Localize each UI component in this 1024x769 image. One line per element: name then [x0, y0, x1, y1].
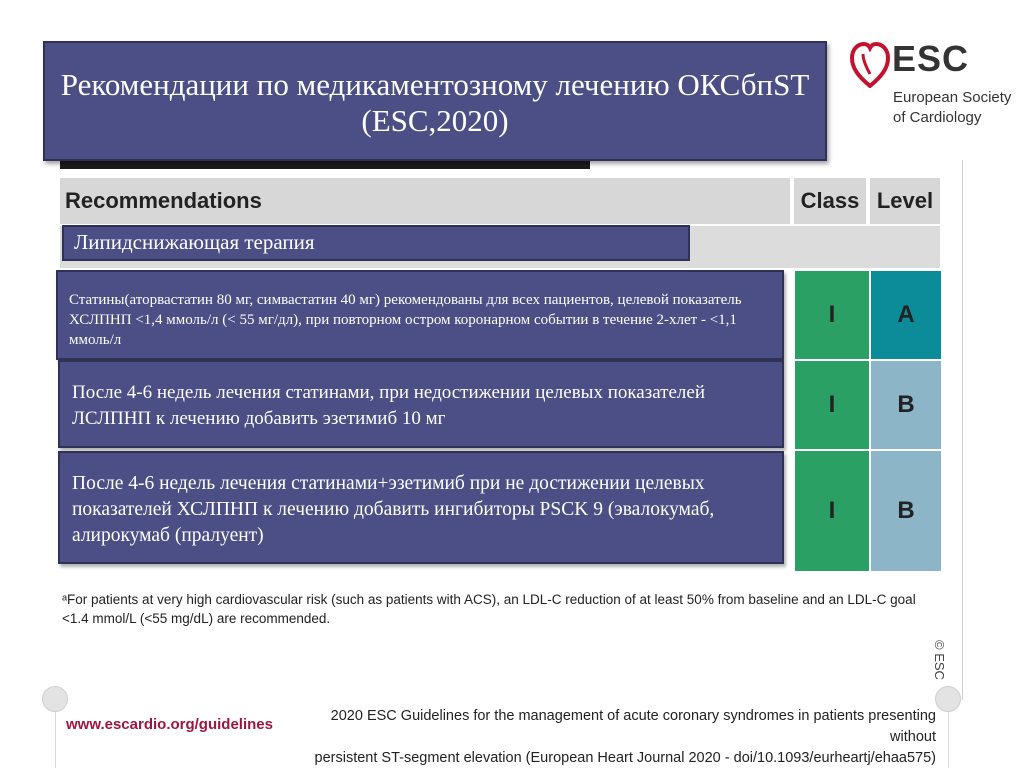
recommendation-row-2-text: После 4-6 недель лечения статинами, при недостижении целевых показателей ЛСЛПНП к лечению добавить эзетимиб 10 мг — [58, 360, 784, 448]
row-2-level: B — [870, 360, 942, 450]
row-2-class: I — [794, 360, 870, 450]
section-title: Липидснижающая терапия — [62, 225, 690, 261]
recommendation-row-3-text: После 4-6 недель лечения статинами+эзетимиб при не достижении целевых показателей ХСЛПНП к лечению добавить ингибиторы PSCK 9 (эвалокумаб, алирокумаб (пралуент) — [58, 451, 784, 564]
footer-citation — [300, 706, 936, 769]
slide-title: Рекомендации по медикаментозному лечению ОКСбпST (ESC,2020) — [43, 41, 827, 161]
footer-citation-line-1: 2020 ESC Guidelines for the management of acute coronary syndromes in patients presenting without — [330, 708, 936, 745]
footnote: ᵃFor patients at very high cardiovascular risk (such as patients with ACS), an LDL-C reduction of at least 50% from baseline and an LDL-C goal <1.4 mmol/L (<55 mg/dL) are recommended. — [62, 592, 916, 626]
right-vertical-rule — [962, 160, 963, 700]
footer-citation-line-2: persistent ST-segment elevation (European Heart Journal 2020 - doi/10.1093/eurheartj/ehaa575) — [314, 750, 936, 766]
row-1-level: A — [870, 270, 942, 360]
header-level — [870, 178, 940, 224]
header-level-label: Level — [876, 188, 934, 213]
logo-line-1: European Society — [893, 89, 1012, 106]
row-1-class: I — [794, 270, 870, 360]
row-3-level: B — [870, 450, 942, 572]
row-3-class: I — [794, 450, 870, 572]
header-class-label: Class — [800, 188, 860, 213]
logo-line-2: of Cardiology — [893, 109, 982, 126]
recommendation-row-1-text: Статины(аторвастатин 80 мг, симвастатин 40 мг) рекомендованы для всех пациентов, целевой показатель ХСЛПНП <1,4 ммоль/л (< 55 мг/дл), при повторном остром коронарном событии в течение 2-хлет - <1,1 ммоль/л — [56, 270, 784, 360]
header-class — [794, 178, 866, 224]
copyright: © ESC — [932, 640, 947, 680]
logo-abbreviation: ESC — [892, 38, 970, 79]
footer-url-link[interactable]: www.escardio.org/guidelines — [66, 716, 273, 733]
header-recommendations-label: Recommendations — [65, 188, 262, 213]
right-footer-dot — [935, 686, 961, 712]
header-recommendations — [60, 178, 790, 224]
esc-heart-logo-icon — [850, 40, 890, 88]
left-footer-dot — [42, 686, 68, 712]
